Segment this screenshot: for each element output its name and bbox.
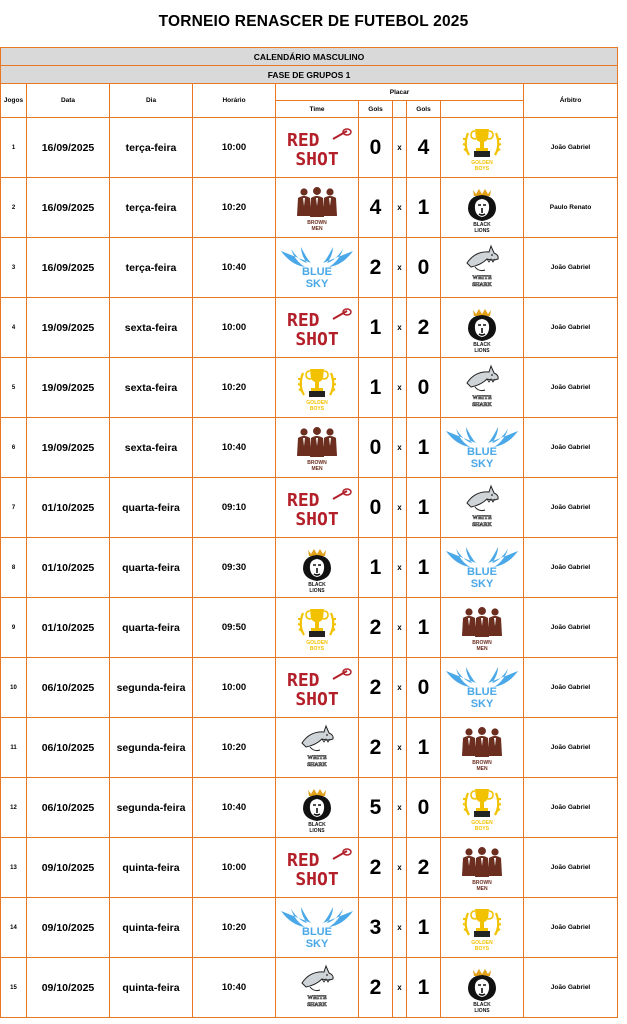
score-separator: x	[393, 358, 407, 418]
white-shark-logo-icon	[441, 243, 523, 293]
golden-boys-logo-icon	[276, 603, 358, 653]
match-number: 11	[1, 718, 27, 778]
match-day: segunda-feira	[110, 778, 193, 838]
phase-band	[1, 66, 618, 84]
match-day: sexta-feira	[110, 358, 193, 418]
team-label: BLUE	[302, 265, 332, 278]
home-team-logo	[276, 538, 359, 598]
match-row	[1, 958, 618, 1018]
golden-boys-logo-icon	[441, 123, 523, 173]
match-row	[1, 718, 618, 778]
team-label: LIONS	[474, 1007, 490, 1013]
team-label: BROWN	[472, 639, 492, 646]
team-label: BLUE	[467, 565, 497, 578]
match-date: 09/10/2025	[27, 838, 110, 898]
blue-sky-logo-icon	[441, 423, 523, 473]
black-lions-logo-icon	[276, 783, 358, 833]
team-label: MEN	[311, 225, 323, 232]
team-label: GOLDEN	[471, 159, 493, 166]
match-row	[1, 478, 618, 538]
header-gols-away: Gols	[407, 101, 441, 118]
match-number: 2	[1, 178, 27, 238]
red-shot-logo-icon	[276, 485, 358, 531]
team-label: RED	[287, 489, 320, 511]
team-label: BOYS	[474, 945, 490, 952]
away-team-logo	[441, 598, 524, 658]
away-goals: 0	[407, 358, 441, 418]
referee: João Gabriel	[524, 418, 618, 478]
home-goals: 5	[359, 778, 393, 838]
score-separator: x	[393, 718, 407, 778]
away-goals: 1	[407, 538, 441, 598]
away-team-logo	[441, 118, 524, 178]
home-goals: 0	[359, 418, 393, 478]
team-label: SHOT	[295, 148, 339, 170]
brown-men-logo-icon	[276, 183, 358, 233]
score-separator: x	[393, 658, 407, 718]
match-day: quarta-feira	[110, 598, 193, 658]
score-separator: x	[393, 838, 407, 898]
header-time-away	[441, 101, 524, 118]
referee: João Gabriel	[524, 718, 618, 778]
team-label: SHOT	[295, 508, 339, 530]
away-goals: 0	[407, 238, 441, 298]
score-separator: x	[393, 178, 407, 238]
team-label: SKY	[305, 937, 329, 950]
team-label: SHARK	[472, 401, 492, 408]
header-sep	[393, 101, 407, 118]
match-number: 6	[1, 418, 27, 478]
match-time: 10:20	[193, 358, 276, 418]
home-team-logo	[276, 118, 359, 178]
team-label: BLUE	[467, 685, 497, 698]
match-time: 10:40	[193, 778, 276, 838]
match-day: sexta-feira	[110, 298, 193, 358]
home-goals: 1	[359, 298, 393, 358]
home-team-logo	[276, 838, 359, 898]
home-team-logo	[276, 598, 359, 658]
team-label: WHITE	[472, 514, 492, 521]
team-label: SHARK	[472, 521, 492, 528]
team-label: SKY	[470, 457, 494, 470]
blue-sky-logo-icon	[441, 543, 523, 593]
match-number: 10	[1, 658, 27, 718]
match-time: 09:10	[193, 478, 276, 538]
match-number: 5	[1, 358, 27, 418]
match-date: 19/09/2025	[27, 418, 110, 478]
match-day: terça-feira	[110, 118, 193, 178]
score-separator: x	[393, 298, 407, 358]
away-goals: 1	[407, 718, 441, 778]
match-date: 16/09/2025	[27, 178, 110, 238]
black-lions-logo-icon	[441, 963, 523, 1013]
match-row	[1, 598, 618, 658]
score-separator: x	[393, 238, 407, 298]
schedule-sheet	[0, 47, 618, 1018]
referee: João Gabriel	[524, 478, 618, 538]
golden-boys-logo-icon	[441, 783, 523, 833]
match-day: segunda-feira	[110, 718, 193, 778]
team-label: LIONS	[474, 347, 490, 353]
header-row	[1, 84, 618, 101]
home-team-logo	[276, 238, 359, 298]
away-team-logo	[441, 238, 524, 298]
referee: João Gabriel	[524, 538, 618, 598]
team-label: WHITE	[307, 754, 327, 761]
away-goals: 0	[407, 658, 441, 718]
away-team-logo	[441, 958, 524, 1018]
home-goals: 0	[359, 478, 393, 538]
away-team-logo	[441, 778, 524, 838]
home-goals: 3	[359, 898, 393, 958]
black-lions-logo-icon	[276, 543, 358, 593]
home-goals: 2	[359, 598, 393, 658]
score-separator: x	[393, 598, 407, 658]
match-date: 16/09/2025	[27, 238, 110, 298]
match-date: 06/10/2025	[27, 658, 110, 718]
match-date: 06/10/2025	[27, 778, 110, 838]
referee: João Gabriel	[524, 898, 618, 958]
brown-men-logo-icon	[441, 603, 523, 653]
match-number: 4	[1, 298, 27, 358]
match-row	[1, 838, 618, 898]
team-label: GOLDEN	[306, 639, 328, 646]
section-band	[1, 48, 618, 66]
team-label: SHOT	[295, 688, 339, 710]
away-goals: 2	[407, 298, 441, 358]
home-goals: 1	[359, 538, 393, 598]
team-label: BROWN	[472, 759, 492, 766]
match-day: quarta-feira	[110, 538, 193, 598]
header-horario: Horário	[193, 84, 276, 118]
match-day: segunda-feira	[110, 658, 193, 718]
white-shark-logo-icon	[441, 363, 523, 413]
match-date: 01/10/2025	[27, 598, 110, 658]
red-shot-logo-icon	[276, 305, 358, 351]
away-team-logo	[441, 358, 524, 418]
blue-sky-logo-icon	[276, 903, 358, 953]
match-time: 10:40	[193, 958, 276, 1018]
match-row	[1, 898, 618, 958]
match-row	[1, 298, 618, 358]
referee: João Gabriel	[524, 358, 618, 418]
match-number: 8	[1, 538, 27, 598]
referee: João Gabriel	[524, 838, 618, 898]
home-team-logo	[276, 898, 359, 958]
team-label: BLACK	[473, 221, 491, 228]
home-goals: 2	[359, 958, 393, 1018]
referee: Paulo Renato	[524, 178, 618, 238]
team-label: BROWN	[307, 219, 327, 226]
home-goals: 2	[359, 238, 393, 298]
header-jogos: Jogos	[1, 84, 27, 118]
team-label: SHOT	[295, 868, 339, 890]
team-label: GOLDEN	[471, 939, 493, 946]
team-label: BLUE	[467, 445, 497, 458]
match-date: 19/09/2025	[27, 358, 110, 418]
home-team-logo	[276, 478, 359, 538]
home-goals: 1	[359, 358, 393, 418]
match-number: 7	[1, 478, 27, 538]
team-label: SHARK	[307, 761, 327, 768]
red-shot-logo-icon	[276, 845, 358, 891]
match-number: 15	[1, 958, 27, 1018]
match-number: 3	[1, 238, 27, 298]
match-date: 09/10/2025	[27, 898, 110, 958]
away-goals: 1	[407, 958, 441, 1018]
page-title: TORNEIO RENASCER DE FUTEBOL 2025	[158, 13, 469, 30]
referee: João Gabriel	[524, 298, 618, 358]
schedule-table	[0, 47, 618, 1018]
team-label: WHITE	[472, 394, 492, 401]
away-team-logo	[441, 658, 524, 718]
away-goals: 2	[407, 838, 441, 898]
header-placar: Placar	[276, 84, 524, 101]
team-label: RED	[287, 129, 320, 151]
away-team-logo	[441, 898, 524, 958]
match-date: 06/10/2025	[27, 718, 110, 778]
team-label: WHITE	[307, 994, 327, 1001]
away-goals: 4	[407, 118, 441, 178]
team-label: SHOT	[295, 328, 339, 350]
match-time: 09:30	[193, 538, 276, 598]
brown-men-logo-icon	[276, 423, 358, 473]
team-label: RED	[287, 669, 320, 691]
match-row	[1, 538, 618, 598]
score-separator: x	[393, 478, 407, 538]
match-time: 10:00	[193, 658, 276, 718]
home-goals: 0	[359, 118, 393, 178]
score-separator: x	[393, 898, 407, 958]
team-label: SHARK	[307, 1001, 327, 1008]
match-time: 10:00	[193, 838, 276, 898]
team-label: BLACK	[473, 1001, 491, 1008]
team-label: BOYS	[474, 165, 490, 172]
team-label: BLACK	[308, 821, 326, 828]
home-team-logo	[276, 358, 359, 418]
blue-sky-logo-icon	[276, 243, 358, 293]
score-separator: x	[393, 538, 407, 598]
header-arbitro: Árbitro	[524, 84, 618, 118]
away-goals: 1	[407, 598, 441, 658]
match-time: 10:20	[193, 178, 276, 238]
match-time: 10:00	[193, 298, 276, 358]
match-row	[1, 418, 618, 478]
red-shot-logo-icon	[276, 665, 358, 711]
match-time: 10:40	[193, 238, 276, 298]
team-label: MEN	[476, 645, 488, 652]
white-shark-logo-icon	[276, 723, 358, 773]
team-label: BOYS	[309, 405, 325, 412]
section-title: CALENDÁRIO MASCULINO	[1, 48, 618, 66]
match-date: 16/09/2025	[27, 118, 110, 178]
away-team-logo	[441, 538, 524, 598]
match-date: 01/10/2025	[27, 478, 110, 538]
away-team-logo	[441, 718, 524, 778]
match-row	[1, 358, 618, 418]
away-team-logo	[441, 298, 524, 358]
referee: João Gabriel	[524, 658, 618, 718]
score-separator: x	[393, 958, 407, 1018]
team-label: BOYS	[309, 645, 325, 652]
match-time: 10:00	[193, 118, 276, 178]
white-shark-logo-icon	[441, 483, 523, 533]
score-separator: x	[393, 118, 407, 178]
team-label: SHARK	[472, 281, 492, 288]
match-time: 09:50	[193, 598, 276, 658]
referee: João Gabriel	[524, 238, 618, 298]
referee: João Gabriel	[524, 598, 618, 658]
home-goals: 2	[359, 838, 393, 898]
home-goals: 4	[359, 178, 393, 238]
match-row	[1, 658, 618, 718]
away-team-logo	[441, 478, 524, 538]
team-label: RED	[287, 849, 320, 871]
away-goals: 1	[407, 178, 441, 238]
white-shark-logo-icon	[276, 963, 358, 1013]
team-label: MEN	[476, 765, 488, 772]
home-team-logo	[276, 178, 359, 238]
team-label: LIONS	[474, 227, 490, 233]
home-team-logo	[276, 658, 359, 718]
home-team-logo	[276, 778, 359, 838]
match-row	[1, 238, 618, 298]
golden-boys-logo-icon	[441, 903, 523, 953]
match-day: terça-feira	[110, 178, 193, 238]
brown-men-logo-icon	[441, 843, 523, 893]
home-team-logo	[276, 718, 359, 778]
match-number: 9	[1, 598, 27, 658]
header-time: Time	[276, 101, 359, 118]
black-lions-logo-icon	[441, 183, 523, 233]
team-label: BLACK	[308, 581, 326, 588]
team-label: SKY	[470, 697, 494, 710]
blue-sky-logo-icon	[441, 663, 523, 713]
match-day: quinta-feira	[110, 958, 193, 1018]
match-day: terça-feira	[110, 238, 193, 298]
match-number: 13	[1, 838, 27, 898]
referee: João Gabriel	[524, 778, 618, 838]
match-day: quarta-feira	[110, 478, 193, 538]
team-label: MEN	[476, 885, 488, 892]
team-label: BLACK	[473, 341, 491, 348]
team-label: SKY	[305, 277, 329, 290]
match-date: 01/10/2025	[27, 538, 110, 598]
match-day: sexta-feira	[110, 418, 193, 478]
home-team-logo	[276, 418, 359, 478]
match-day: quinta-feira	[110, 898, 193, 958]
referee: João Gabriel	[524, 118, 618, 178]
match-date: 19/09/2025	[27, 298, 110, 358]
home-team-logo	[276, 958, 359, 1018]
away-team-logo	[441, 838, 524, 898]
match-day: quinta-feira	[110, 838, 193, 898]
team-label: BOYS	[474, 825, 490, 832]
team-label: MEN	[311, 465, 323, 472]
away-goals: 1	[407, 898, 441, 958]
team-label: SKY	[470, 577, 494, 590]
header-dia: Dia	[110, 84, 193, 118]
red-shot-logo-icon	[276, 125, 358, 171]
home-goals: 2	[359, 658, 393, 718]
away-goals: 1	[407, 418, 441, 478]
away-goals: 1	[407, 478, 441, 538]
phase-title: FASE DE GRUPOS 1	[1, 66, 618, 84]
team-label: GOLDEN	[471, 819, 493, 826]
match-row	[1, 178, 618, 238]
team-label: LIONS	[309, 827, 325, 833]
header-data: Data	[27, 84, 110, 118]
black-lions-logo-icon	[441, 303, 523, 353]
away-team-logo	[441, 418, 524, 478]
match-time: 10:40	[193, 418, 276, 478]
match-row	[1, 118, 618, 178]
golden-boys-logo-icon	[276, 363, 358, 413]
team-label: GOLDEN	[306, 399, 328, 406]
match-time: 10:20	[193, 718, 276, 778]
match-number: 12	[1, 778, 27, 838]
match-date: 09/10/2025	[27, 958, 110, 1018]
match-time: 10:20	[193, 898, 276, 958]
referee: João Gabriel	[524, 958, 618, 1018]
away-team-logo	[441, 178, 524, 238]
header-gols-home: Gols	[359, 101, 393, 118]
brown-men-logo-icon	[441, 723, 523, 773]
match-number: 14	[1, 898, 27, 958]
team-label: BLUE	[302, 925, 332, 938]
score-separator: x	[393, 418, 407, 478]
team-label: WHITE	[472, 274, 492, 281]
team-label: LIONS	[309, 587, 325, 593]
match-number: 1	[1, 118, 27, 178]
team-label: BROWN	[472, 879, 492, 886]
home-team-logo	[276, 298, 359, 358]
team-label: RED	[287, 309, 320, 331]
match-row	[1, 778, 618, 838]
home-goals: 2	[359, 718, 393, 778]
score-separator: x	[393, 778, 407, 838]
away-goals: 0	[407, 778, 441, 838]
team-label: BROWN	[307, 459, 327, 466]
